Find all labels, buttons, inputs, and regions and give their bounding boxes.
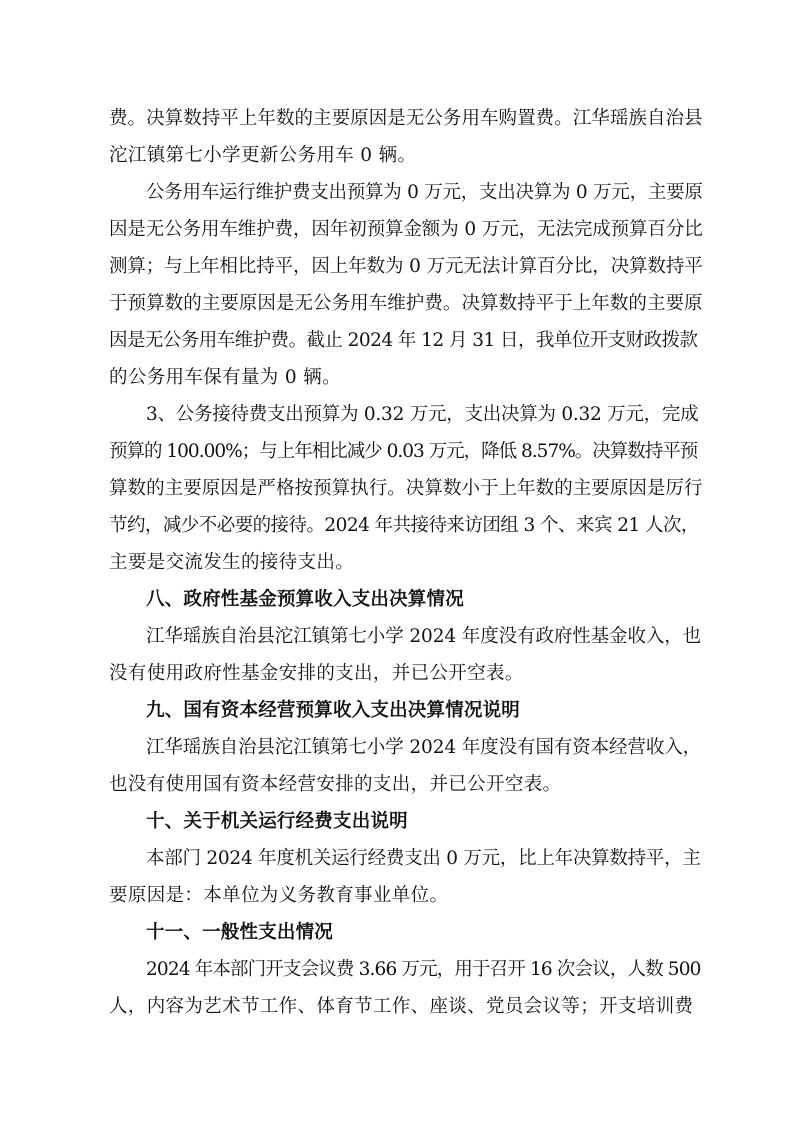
paragraph-line: 3、公务接待费支出预算为 0.32 万元，支出决算为 0.32 万元，完成 xyxy=(146,404,699,425)
paragraph-line: 人，内容为艺术节工作、体育节工作、座谈、党员会议等；开支培训费 xyxy=(109,996,694,1017)
paragraph-line: 公务用车运行维护费支出预算为 0 万元，支出决算为 0 万元，主要原 xyxy=(146,182,703,203)
paragraph-line: 2024 年本部门开支会议费 3.66 万元，用于召开 16 次会议，人数 500 xyxy=(146,959,701,980)
paragraph-line: 节约，减少不必要的接待。2024 年共接待来访团组 3 个、来宾 21 人次， xyxy=(109,515,699,536)
section-heading: 八、政府性基金预算收入支出决算情况 xyxy=(146,589,464,610)
paragraph-line: 江华瑶族自治县沱江镇第七小学 2024 年度没有国有资本经营收入， xyxy=(146,737,702,758)
paragraph-line: 本部门 2024 年度机关运行经费支出 0 万元，比上年决算数持平，主 xyxy=(146,848,701,869)
paragraph-line: 因是无公务用车维护费。截止 2024 年 12 月 31 日，我单位开支财政拨款 xyxy=(109,330,698,351)
paragraph-line: 算数的主要原因是严格按预算执行。决算数小于上年数的主要原因是厉行 xyxy=(109,478,703,499)
paragraph-line: 没有使用政府性基金安排的支出，并已公开空表。 xyxy=(109,663,524,684)
paragraph-line: 于预算数的主要原因是无公务用车维护费。决算数持平于上年数的主要原 xyxy=(109,293,703,314)
section-heading: 十、关于机关运行经费支出说明 xyxy=(146,811,408,832)
paragraph-line: 因是无公务用车维护费，因年初预算金额为 0 万元，无法完成预算百分比 xyxy=(109,219,703,240)
paragraph-line: 要原因是：本单位为义务教育事业单位。 xyxy=(109,885,449,906)
section-heading: 九、国有资本经营预算收入支出决算情况说明 xyxy=(146,700,521,721)
paragraph-line: 主要是交流发生的接待支出。 xyxy=(109,552,355,573)
section-heading: 十一、一般性支出情况 xyxy=(146,922,334,943)
paragraph-line: 也没有使用国有资本经营安排的支出，并已公开空表。 xyxy=(109,774,562,795)
paragraph-line: 费。决算数持平上年数的主要原因是无公务用车购置费。江华瑶族自治县 xyxy=(109,108,703,129)
paragraph-line: 江华瑶族自治县沱江镇第七小学 2024 年度没有政府性基金收入，也 xyxy=(146,626,702,647)
paragraph-line: 测算；与上年相比持平，因上年数为 0 万元无法计算百分比，决算数持平 xyxy=(109,256,703,277)
paragraph-line: 沱江镇第七小学更新公务用车 0 辆。 xyxy=(109,145,417,166)
paragraph-line: 预算的 100.00%；与上年相比减少 0.03 万元，降低 8.57%。决算数持平预 xyxy=(109,441,698,462)
paragraph-line: 的公务用车保有量为 0 辆。 xyxy=(109,367,341,388)
